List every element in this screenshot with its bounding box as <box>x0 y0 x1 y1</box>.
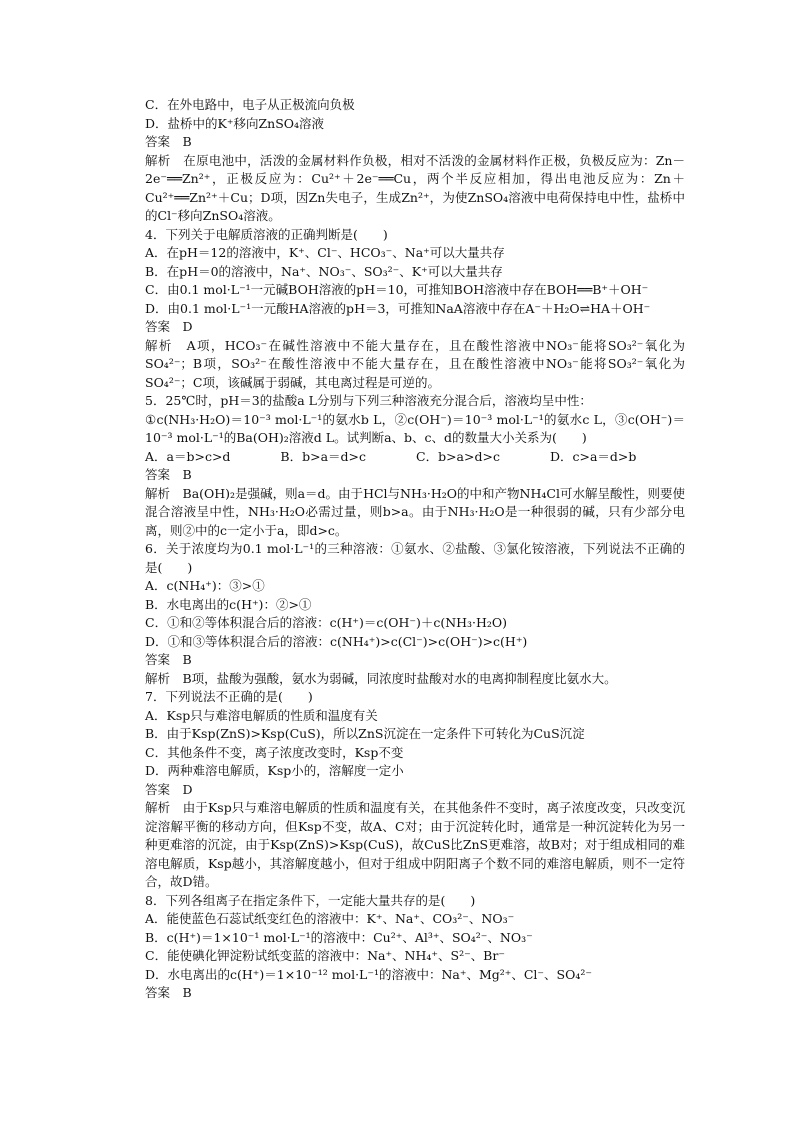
text-line: D．两种难溶电解质，Ksp小的，溶解度一定小 <box>145 763 404 778</box>
text-line: 8．下列各组离子在指定条件下，一定能大量共存的是( ) <box>145 892 476 908</box>
text-line: 答案 D <box>145 781 193 797</box>
text-line: 答案 D <box>145 319 193 334</box>
text-line: C．其他条件不变，离子浓度改变时，Ksp不变 <box>145 744 404 760</box>
text-line: 答案 B <box>145 652 192 667</box>
text-line: 6．关于浓度均为0.1 mol·L⁻¹的三种溶液：①氨水、②盐酸、③氯化铵溶液，下列说法不正确的是( ) <box>145 541 685 575</box>
text-line: A．c(NH₄⁺)：③>① <box>145 578 265 593</box>
text-line: 答案 B <box>145 467 192 482</box>
text-line: ①c(NH₃·H₂O)＝10⁻³ mol·L⁻¹的氨水b L，②c(OH⁻)＝10⁻³ mol·L⁻¹的氨水c L，③c(OH⁻)＝10⁻³ mol·L⁻¹的Ba(OH)₂溶液d L。试判断a、b、c、d的数量大小关系为( ) <box>145 411 685 445</box>
text-line: B．c(H⁺)＝1×10⁻¹ mol·L⁻¹的溶液中：Cu²⁺、Al³⁺、SO₄²⁻、NO₃⁻ <box>145 929 533 945</box>
text-line: 7．下列说法不正确的是( ) <box>145 689 313 704</box>
text-line: B．在pH＝0的溶液中，Na⁺、NO₃⁻、SO₃²⁻、K⁺可以大量共存 <box>145 263 503 279</box>
text-line: 解析 B项，盐酸为强酸，氨水为弱碱，同浓度时盐酸对水的电离抑制程度比氨水大。 <box>145 670 617 686</box>
text-line: B．由于Ksp(ZnS)>Ksp(CuS)，所以ZnS沉淀在一定条件下可转化为CuS沉淀 <box>145 726 585 741</box>
text-line: D．①和③等体积混合后的溶液：c(NH₄⁺)>c(Cl⁻)>c(OH⁻)>c(H⁺) <box>145 633 528 649</box>
text-line: C．能使碘化钾淀粉试纸变蓝的溶液中：Na⁺、NH₄⁺、S²⁻、Br⁻ <box>145 948 505 963</box>
text-line: 答案 B <box>145 134 192 149</box>
text-line: C．由0.1 mol·L⁻¹一元碱BOH溶液的pH＝10，可推知BOH溶液中存在BOH══B⁺＋OH⁻ <box>145 282 649 297</box>
text-line: 解析 在原电池中，活泼的金属材料作负极，相对不活泼的金属材料作正极，负极反应为：Zn－2e⁻══Zn²⁺，正极反应为：Cu²⁺＋2e⁻══Cu，两个半反应相加，得出电池反应为：Zn＋Cu²⁺══Zn²⁺＋Cu；D项，因Zn失电子，生成Zn²⁺，为使ZnSO₄溶液中电荷保持电中性，盐桥中的Cl⁻移向ZnSO₄溶液。 <box>145 152 685 223</box>
text-line: C．在外电路中，电子从正极流向负极 <box>145 97 355 112</box>
text-line: D．水电离出的c(H⁺)＝1×10⁻¹² mol·L⁻¹的溶液中：Na⁺、Mg²⁺、Cl⁻、SO₄²⁻ <box>145 966 592 982</box>
text-line: 答案 B <box>145 985 192 1000</box>
text-line: 解析 A项，HCO₃⁻在碱性溶液中不能大量存在，且在酸性溶液中NO₃⁻能将SO₃²⁻氧化为SO₄²⁻；B项，SO₃²⁻在酸性溶液中不能大量存在，且在酸性溶液中NO₃⁻能将SO₃²⁻氧化为SO₄²⁻；C项，该碱属于弱碱，其电离过程是可逆的。 <box>145 337 685 390</box>
text-line: C．①和②等体积混合后的溶液：c(H⁺)＝c(OH⁻)＋c(NH₃·H₂O) <box>145 615 508 630</box>
text-line: A．在pH＝12的溶液中，K⁺、Cl⁻、HCO₃⁻、Na⁺可以大量共存 <box>145 245 505 260</box>
text-line: 解析 由于Ksp只与难溶电解质的性质和温度有关，在其他条件不变时，离子浓度改变，只改变沉淀溶解平衡的移动方向，但Ksp不变，故A、C对；由于沉淀转化时，通常是一种沉淀转化为另一种更难溶的沉淀，由于Ksp(ZnS)>Ksp(CuS)，故CuS比ZnS更难溶，故B对；对于组成相同的难溶电解质，Ksp越小，其溶解度越小，但对于组成中阴阳离子个数不同的难溶电解质，则不一定符合，故D错。 <box>145 800 685 889</box>
text-line: A．a＝b>c>d B．b>a＝d>c C．b>a>d>c D．c>a＝d>b <box>145 448 637 464</box>
text-line: D．盐桥中的K⁺移向ZnSO₄溶液 <box>145 115 325 131</box>
text-line: B．水电离出的c(H⁺)：②>① <box>145 596 312 612</box>
document-body <box>145 96 685 1003</box>
text-line: D．由0.1 mol·L⁻¹一元酸HA溶液的pH＝3，可推知NaA溶液中存在A⁻＋H₂O⇌HA＋OH⁻ <box>145 300 651 316</box>
text-line: A．Ksp只与难溶电解质的性质和温度有关 <box>145 707 378 723</box>
text-line: A．能使蓝色石蕊试纸变红色的溶液中：K⁺、Na⁺、CO₃²⁻、NO₃⁻ <box>145 911 515 926</box>
text-line: 4．下列关于电解质溶液的正确判断是( ) <box>145 226 388 242</box>
text-line: 解析 Ba(OH)₂是强碱，则a＝d。由于HCl与NH₃·H₂O的中和产物NH₄Cl可水解呈酸性，则要使混合溶液呈中性，NH₃·H₂O必需过量，则b>a。由于NH₃·H₂O是一种很弱的碱，只有少部分电离，则②中的c一定小于a，即d>c。 <box>145 485 685 538</box>
text-line: 5．25℃时，pH＝3的盐酸a L分别与下列三种溶液充分混合后，溶液均呈中性： <box>145 393 592 408</box>
